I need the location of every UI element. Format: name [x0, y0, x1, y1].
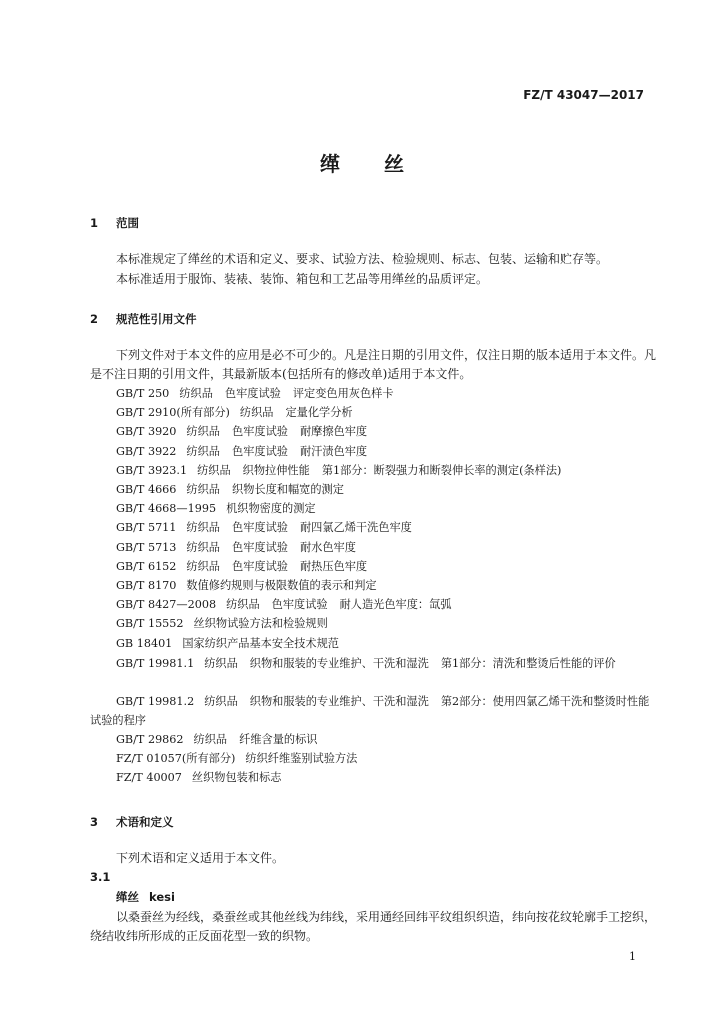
section-title: 术语和定义 [116, 815, 174, 829]
section-number: 2 [90, 312, 99, 326]
reference-code: GB/T 8427—2008 [116, 598, 217, 612]
reference-title-part: 耐水色牢度 [299, 540, 356, 554]
reference-item [116, 615, 340, 631]
reference-code: GB/T 29862 [116, 732, 184, 746]
reference-code: GB/T 3920 [116, 425, 177, 439]
reference-code: GB/T 19981.1 [116, 656, 195, 670]
reference-title-part: 纺织品 [226, 598, 260, 612]
reference-title-part: 色牢度试验 [232, 540, 288, 554]
reference-code: GB/T 8170 [116, 579, 177, 592]
reference-title-part: 纺织品 [186, 540, 220, 554]
reference-item [116, 558, 379, 574]
reference-title-part: 丝织物试验方法和检验规则 [193, 617, 328, 631]
reference-code: FZ/T 01057(所有部分) [116, 751, 236, 765]
page-number: 1 [629, 950, 636, 963]
term-heading [116, 889, 175, 905]
section-title: 规范性引用文件 [116, 312, 197, 326]
section-number: 3 [90, 815, 99, 829]
reference-title-part: 织物拉伸性能 [242, 463, 310, 477]
reference-title-part: 纺织品 [204, 695, 238, 709]
document-title: 缂丝 [320, 152, 448, 176]
reference-code: GB/T 3923.1 [116, 463, 188, 477]
reference-title-part: 丝织物包装和标志 [191, 771, 282, 784]
reference-item [116, 769, 293, 785]
reference-title-part: 色牢度试验 [271, 598, 328, 612]
reference-code: GB 18401 [116, 636, 173, 650]
reference-item [116, 481, 356, 497]
reference-title-part: 纺织品 [186, 425, 220, 439]
reference-title-part: 纺织品 [239, 406, 274, 420]
reference-item [90, 692, 656, 730]
reference-title-part: 纺织品 [186, 444, 220, 458]
reference-title-part: 纺织品 [186, 521, 220, 535]
reference-title-part: 织物和服装的专业维护、干洗和湿洗 [249, 695, 429, 709]
reference-title-part: 机织物密度的测定 [226, 502, 316, 516]
reference-title-part: 评定变色用灰色样卡 [292, 387, 394, 400]
reference-title-part: 国家纺织产品基本安全技术规范 [182, 636, 339, 650]
reference-code: GB/T 3922 [116, 444, 177, 458]
reference-code: GB/T 250 [116, 387, 170, 400]
reference-item [116, 385, 406, 401]
reference-item [90, 654, 656, 673]
reference-title-part: 耐四氯乙烯干洗色牢度 [299, 521, 412, 535]
reference-title-part: 耐汗渍色牢度 [299, 444, 368, 458]
reference-title-part: 织物和服装的专业维护、干洗和湿洗 [249, 656, 429, 670]
reference-code: GB/T 15552 [116, 617, 184, 631]
reference-item [116, 731, 329, 747]
reference-title-part: 耐热压色牢度 [299, 559, 368, 573]
term-definition: 以桑蚕丝为经线，桑蚕丝或其他丝线为纬线，采用通经回纬平纹组织织造，纬向按花纹轮廓手工挖织，绕结收纬所形成的正反面花型一致的织物。 [90, 910, 657, 943]
reference-title-part: 第1部分：断裂强力和断裂伸长率的测定(条样法) [321, 463, 562, 477]
references-intro: 下列文件对于本文件的应用是必不可少的。凡是注日期的引用文件，仅注日期的版本适用于本文件。凡是不注日期的引用文件，其最新版本(包括所有的修改单)适用于本文件。 [90, 348, 657, 381]
section-title: 范围 [116, 216, 139, 230]
reference-title-part: 纺织品 [204, 656, 238, 670]
reference-title-part: 定量化学分析 [285, 406, 353, 420]
reference-item [116, 404, 365, 420]
reference-item [116, 539, 368, 555]
reference-item [116, 500, 328, 516]
reference-code: GB/T 5713 [116, 540, 177, 554]
reference-item [116, 443, 379, 459]
terms-intro: 下列术语和定义适用于本文件。 [116, 851, 285, 865]
reference-item [116, 596, 464, 612]
reference-item [116, 750, 369, 766]
reference-title-part: 第2部分：使用四氯乙烯干洗和整烫时性能试验的程序 [90, 695, 650, 728]
scope-paragraph-1: 本标准规定了缂丝的术语和定义、要求、试验方法、检验规则、标志、包装、运输和贮存等。 [116, 252, 609, 266]
reference-code: GB/T 4666 [116, 483, 177, 496]
term-number: 3.1 [90, 870, 111, 884]
reference-code: GB/T 5711 [116, 521, 177, 535]
reference-code: FZ/T 40007 [116, 771, 182, 784]
reference-item [116, 577, 389, 593]
reference-item [116, 635, 351, 651]
reference-title-part: 纺织品 [179, 387, 213, 400]
section-2-heading [90, 311, 197, 327]
reference-title-part: 色牢度试验 [232, 521, 288, 535]
reference-item [116, 423, 379, 439]
section-1-heading [90, 215, 139, 231]
reference-code: GB/T 19981.2 [116, 695, 195, 709]
reference-title-part: 第1部分：清洗和整烫后性能的评价 [440, 656, 616, 670]
section-3-heading [90, 814, 174, 830]
reference-code: GB/T 6152 [116, 559, 177, 573]
reference-title-part: 色牢度试验 [232, 559, 288, 573]
term-chinese: 缂丝 [116, 890, 139, 904]
reference-title-part: 色牢度试验 [232, 425, 288, 439]
reference-title-part: 耐摩擦色牢度 [299, 425, 368, 439]
reference-code: GB/T 2910(所有部分) [116, 406, 230, 420]
reference-title-part: 纺织品 [186, 559, 220, 573]
reference-title-part: 织物长度和幅宽的测定 [232, 483, 344, 496]
reference-title-part: 耐人造光色牢度：氙弧 [339, 598, 452, 612]
reference-item [116, 519, 424, 535]
reference-title-part: 纺织品 [197, 463, 231, 477]
reference-title-part: 纺织品 [186, 483, 220, 496]
reference-title-part: 数值修约规则与极限数值的表示和判定 [186, 579, 377, 592]
section-number: 1 [90, 216, 99, 230]
term-english: kesi [149, 890, 175, 904]
reference-title-part: 色牢度试验 [224, 387, 281, 400]
reference-code: GB/T 4668—1995 [116, 502, 217, 516]
reference-title-part: 色牢度试验 [232, 444, 288, 458]
scope-paragraph-2: 本标准适用于服饰、装裱、装饰、箱包和工艺品等用缂丝的品质评定。 [116, 272, 489, 286]
reference-title-part: 纤维含量的标识 [239, 732, 318, 746]
reference-item [116, 462, 573, 478]
standard-number: FZ/T 43047—2017 [523, 88, 644, 102]
reference-title-part: 纺织纤维鉴别试验方法 [245, 751, 358, 765]
reference-title-part: 纺织品 [193, 732, 228, 746]
